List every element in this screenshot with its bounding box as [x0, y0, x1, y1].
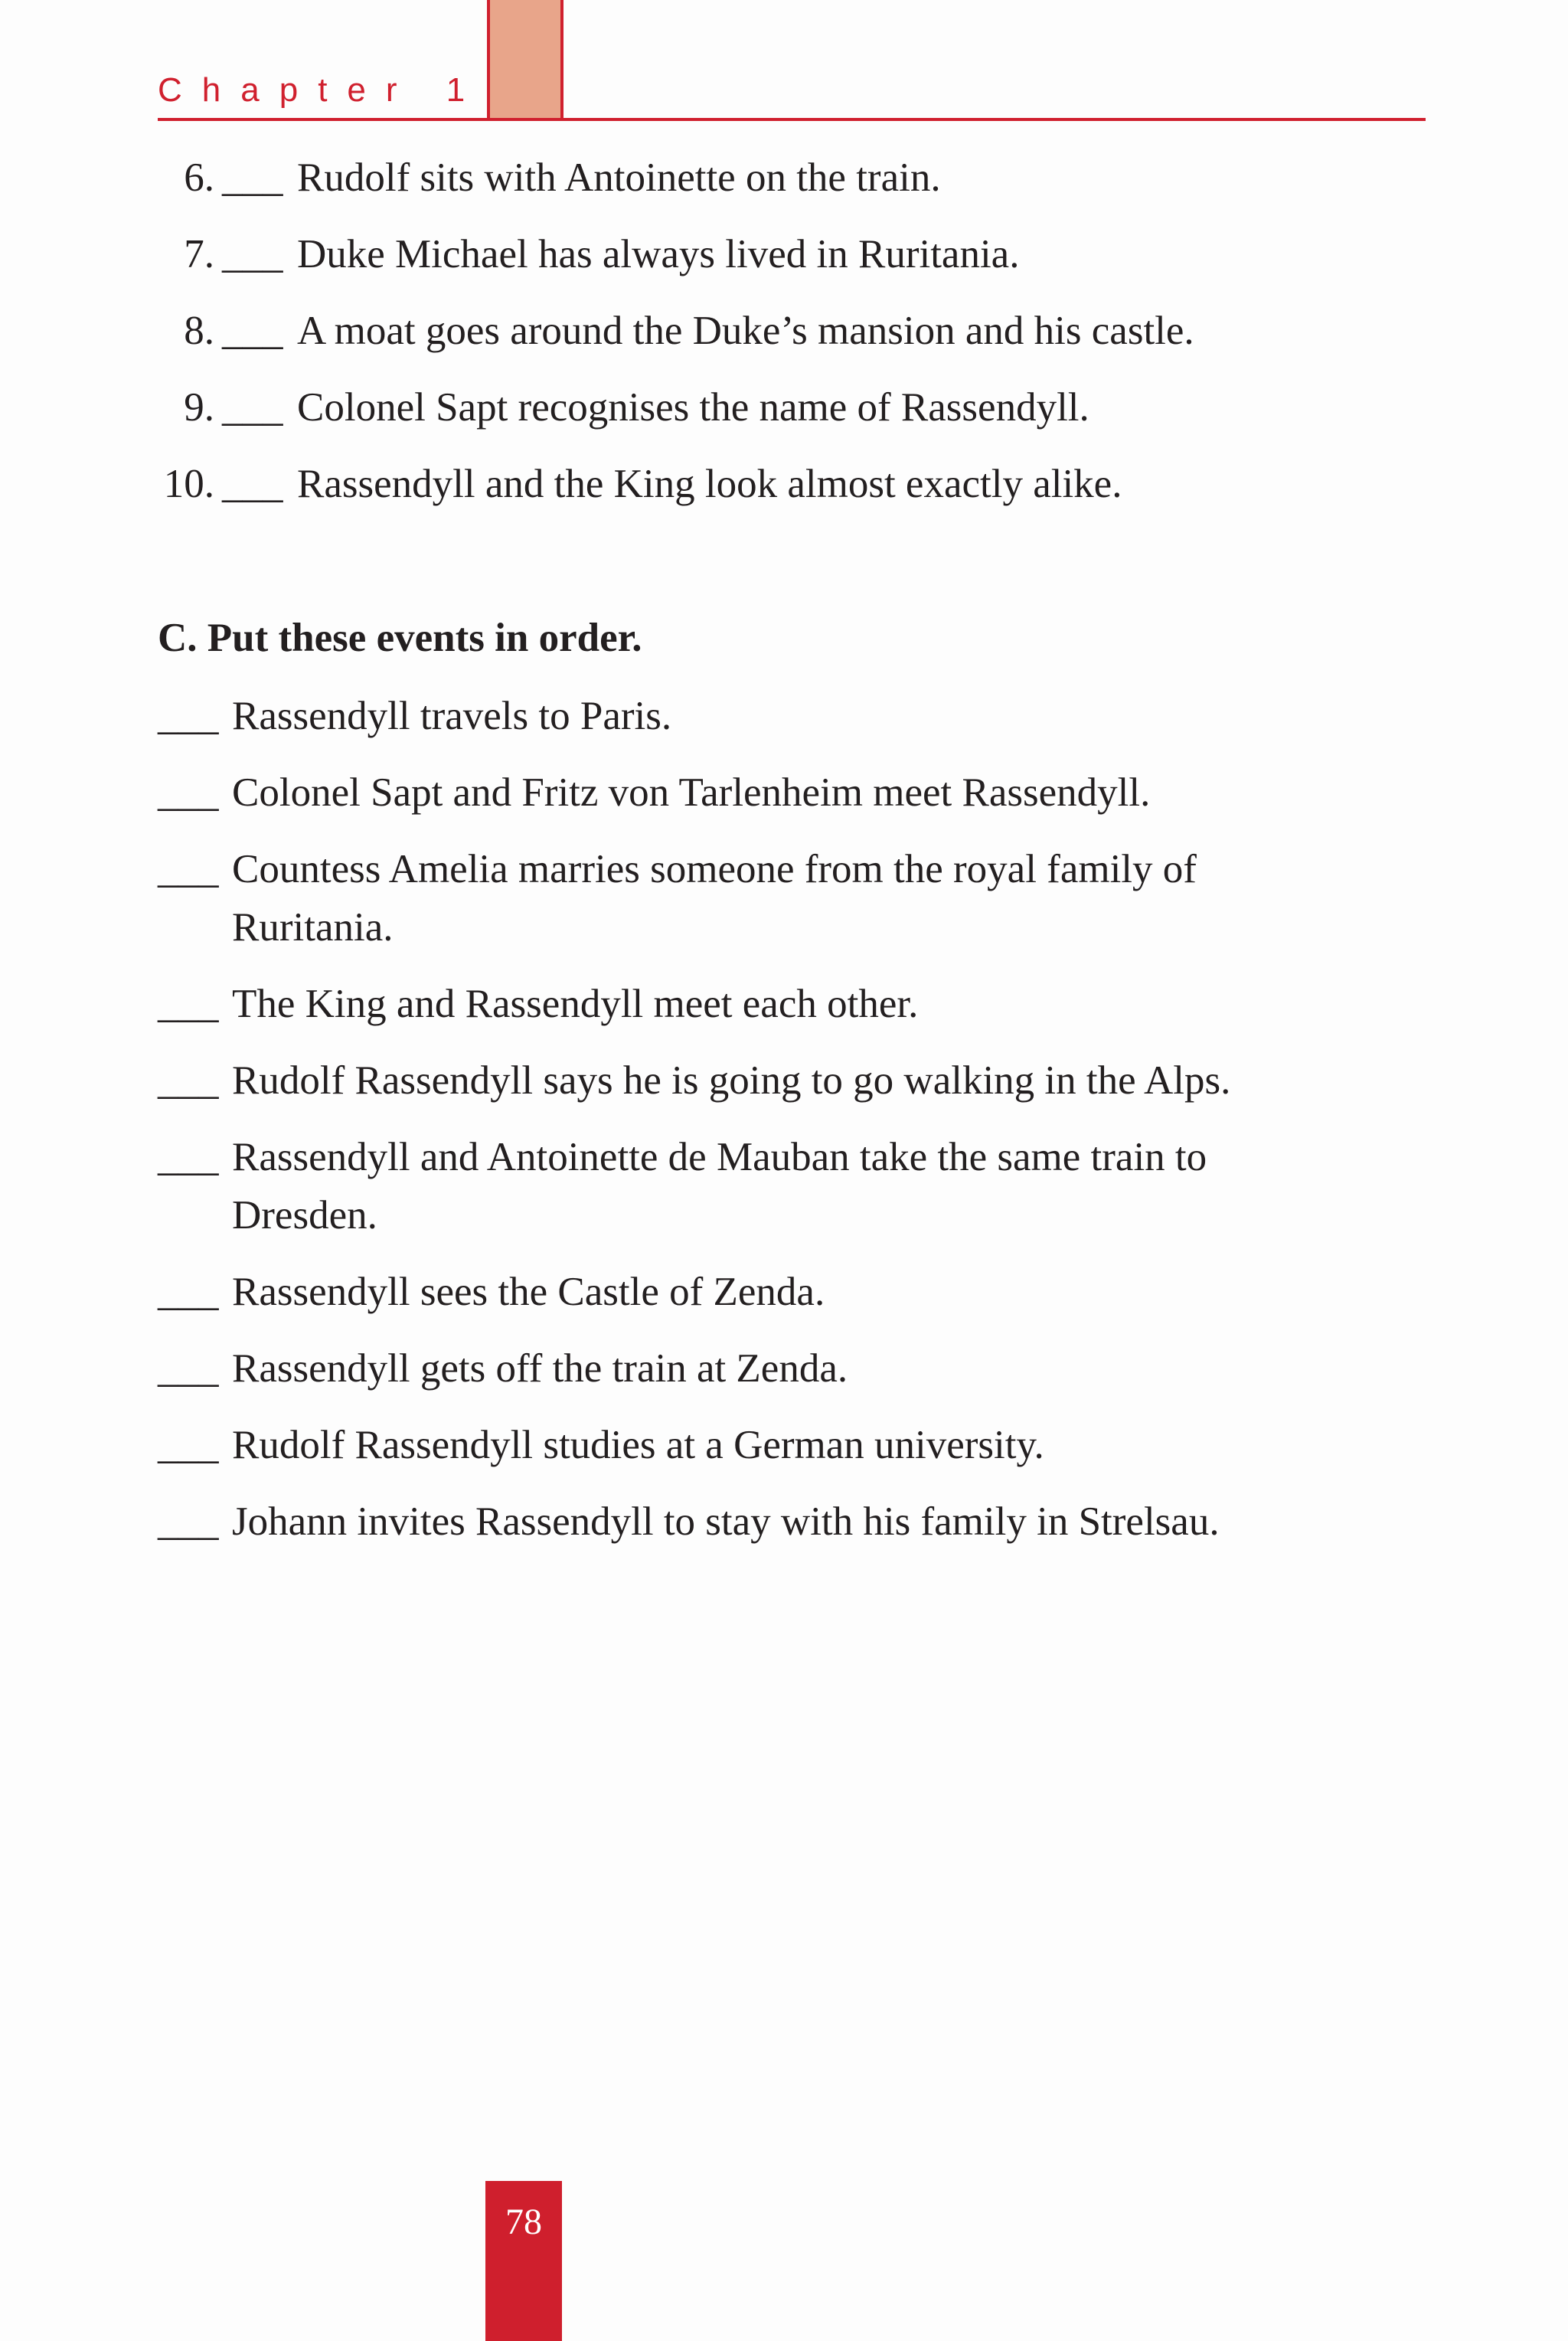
answer-blank: ___: [158, 1346, 219, 1391]
item-text: Colonel Sapt recognises the name of Rassendyll.: [297, 385, 1089, 430]
answer-blank: ___: [158, 1058, 219, 1103]
item-number: 9.: [184, 385, 214, 430]
item-text: Rudolf Rassendyll studies at a German university.: [232, 1423, 1044, 1467]
item-text: Colonel Sapt and Fritz von Tarlenheim meet Rassendyll.: [232, 770, 1151, 815]
item-text: Duke Michael has always lived in Ruritania.: [297, 232, 1020, 276]
answer-blank: ___: [222, 232, 283, 276]
answer-blank: ___: [222, 155, 283, 200]
answer-blank: ___: [158, 694, 219, 738]
item-text: Rassendyll and the King look almost exactly alike.: [297, 462, 1122, 506]
answer-blank: ___: [158, 1423, 219, 1467]
section-c-heading: C. Put these events in order.: [158, 616, 642, 660]
item-text: Rassendyll sees the Castle of Zenda.: [232, 1270, 825, 1314]
answer-blank: ___: [158, 982, 219, 1026]
item-text: Rudolf sits with Antoinette on the train.: [297, 155, 941, 200]
item-text: Rassendyll gets off the train at Zenda.: [232, 1346, 848, 1391]
item-text-continuation: Ruritania.: [232, 905, 394, 950]
answer-blank: ___: [222, 385, 283, 430]
item-number: 8.: [184, 309, 214, 353]
item-text: Johann invites Rassendyll to stay with his family in Strelsau.: [232, 1499, 1220, 1544]
answer-blank: ___: [158, 1270, 219, 1314]
page-number: 78: [505, 2202, 542, 2242]
item-number: 10.: [163, 462, 214, 506]
item-text: The King and Rassendyll meet each other.: [232, 982, 919, 1026]
header-tab-decoration: [487, 0, 564, 118]
item-text-continuation: Dresden.: [232, 1193, 377, 1238]
answer-blank: ___: [158, 847, 219, 891]
item-number: 6.: [184, 155, 214, 200]
answer-blank: ___: [158, 1135, 219, 1179]
answer-blank: ___: [158, 770, 219, 815]
answer-blank: ___: [222, 309, 283, 353]
chapter-label: Chapter 1: [158, 71, 485, 109]
item-number: 7.: [184, 232, 214, 276]
header-rule: [158, 118, 1426, 121]
item-text: Rassendyll and Antoinette de Mauban take the same train to: [232, 1135, 1207, 1179]
item-text: A moat goes around the Duke’s mansion and his castle.: [297, 309, 1194, 353]
answer-blank: ___: [158, 1499, 219, 1544]
item-text: Rassendyll travels to Paris.: [232, 694, 672, 738]
item-text: Countess Amelia marries someone from the royal family of: [232, 847, 1197, 891]
answer-blank: ___: [222, 462, 283, 506]
item-text: Rudolf Rassendyll says he is going to go walking in the Alps.: [232, 1058, 1231, 1103]
